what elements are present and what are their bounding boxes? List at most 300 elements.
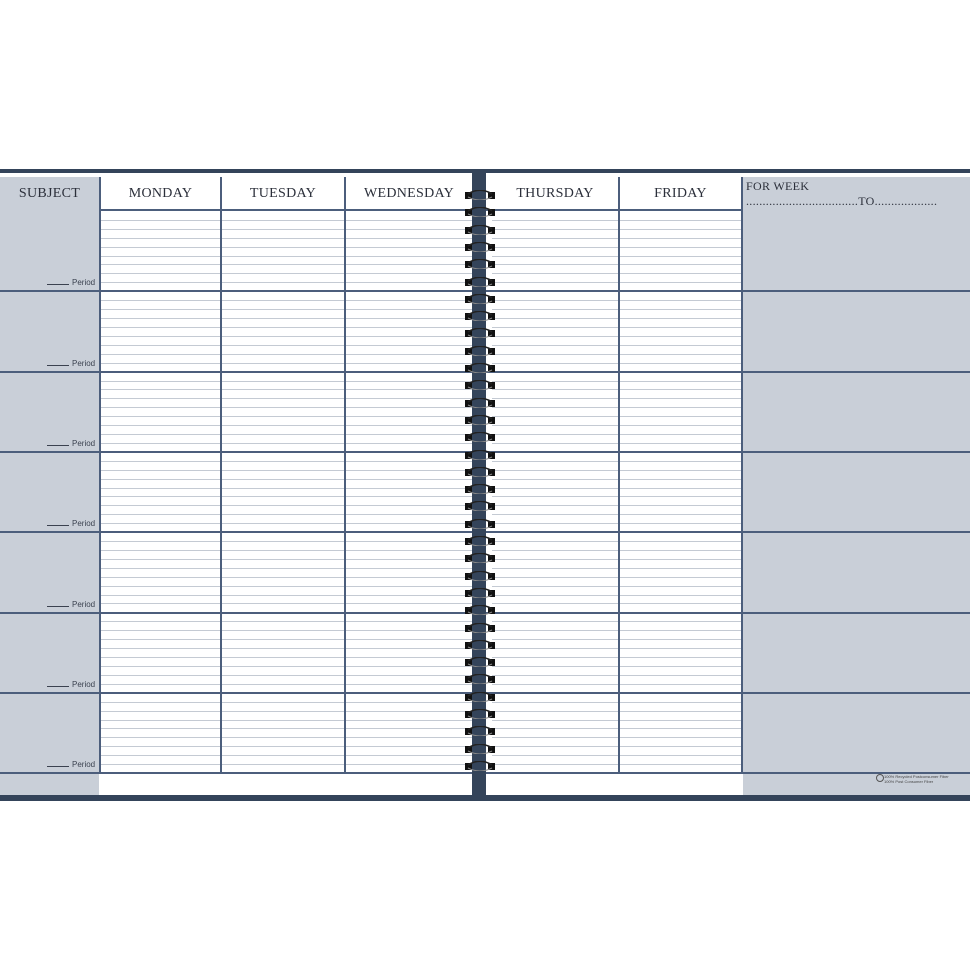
ruled-line: [101, 256, 220, 257]
ruled-line: [492, 639, 618, 640]
ruled-line: [492, 479, 618, 480]
ruled-line: [346, 363, 472, 364]
spiral-coil-icon: [460, 225, 500, 235]
period-text: Period: [72, 278, 96, 287]
spiral-coil-icon: [460, 657, 500, 667]
ruled-line: [492, 300, 618, 301]
ruled-line: [492, 577, 618, 578]
ruled-line: [620, 595, 741, 596]
spiral-coil-icon: [460, 519, 500, 529]
ruled-line: [620, 684, 741, 685]
ruled-line: [492, 434, 618, 435]
period-label: [47, 760, 95, 769]
ruled-line: [346, 220, 472, 221]
ruled-line: [101, 639, 220, 640]
spiral-coil-icon: [460, 242, 500, 252]
ruled-line: [492, 309, 618, 310]
ruled-line: [222, 434, 344, 435]
ruled-line: [346, 648, 472, 649]
ruled-line: [492, 684, 618, 685]
ruled-line: [101, 318, 220, 319]
spiral-coil-icon: [460, 190, 500, 200]
spiral-coil-icon: [460, 726, 500, 736]
ruled-line: [620, 764, 741, 765]
ruled-line: [101, 407, 220, 408]
ruled-line: [101, 461, 220, 462]
ruled-line: [222, 737, 344, 738]
ruled-line: [101, 309, 220, 310]
row-divider: [486, 531, 970, 533]
ruled-line: [492, 229, 618, 230]
ruled-line: [222, 238, 344, 239]
ruled-line: [620, 559, 741, 560]
ruled-line: [222, 639, 344, 640]
column-divider: [344, 177, 346, 773]
ruled-line: [222, 282, 344, 283]
ruled-line: [222, 559, 344, 560]
spiral-coil-icon: [460, 277, 500, 287]
ruled-line: [222, 541, 344, 542]
ruled-line: [346, 630, 472, 631]
ruled-line: [101, 728, 220, 729]
ruled-line: [492, 505, 618, 506]
spiral-coil-icon: [460, 553, 500, 563]
ruled-line: [101, 247, 220, 248]
ruled-line: [346, 416, 472, 417]
spiral-coil-icon: [460, 674, 500, 684]
ruled-line: [346, 300, 472, 301]
spiral-coil-icon: [460, 467, 500, 477]
ruled-line: [222, 746, 344, 747]
ruled-line: [492, 568, 618, 569]
ruled-line: [620, 336, 741, 337]
ruled-line: [101, 523, 220, 524]
ruled-line: [620, 443, 741, 444]
ruled-line: [222, 720, 344, 721]
ruled-line: [492, 345, 618, 346]
ruled-line: [222, 336, 344, 337]
ruled-line: [620, 220, 741, 221]
ruled-line: [346, 256, 472, 257]
ruled-line: [101, 434, 220, 435]
ruled-line: [222, 398, 344, 399]
ruled-line: [620, 523, 741, 524]
ruled-line: [346, 702, 472, 703]
ruled-line: [101, 381, 220, 382]
ruled-line: [101, 764, 220, 765]
ruled-line: [101, 443, 220, 444]
ruled-line: [620, 666, 741, 667]
ruled-line: [492, 461, 618, 462]
ruled-line: [620, 256, 741, 257]
ruled-line: [101, 300, 220, 301]
ruled-line: [492, 247, 618, 248]
ruled-line: [346, 496, 472, 497]
row-divider: [486, 451, 970, 453]
ruled-line: [222, 318, 344, 319]
ruled-line: [101, 282, 220, 283]
ruled-line: [620, 577, 741, 578]
ruled-line: [492, 282, 618, 283]
ruled-line: [101, 755, 220, 756]
ruled-line: [492, 746, 618, 747]
ruled-line: [222, 496, 344, 497]
ruled-line: [620, 479, 741, 480]
row-divider: [0, 692, 472, 694]
period-blank: [47, 606, 69, 607]
ruled-line: [620, 354, 741, 355]
ruled-line: [620, 318, 741, 319]
ruled-line: [620, 273, 741, 274]
ruled-line: [492, 443, 618, 444]
ruled-line: [222, 595, 344, 596]
ruled-line: [101, 666, 220, 667]
ruled-line: [346, 720, 472, 721]
ruled-line: [346, 568, 472, 569]
ruled-line: [101, 514, 220, 515]
spiral-coil-icon: [460, 450, 500, 460]
ruled-line: [346, 336, 472, 337]
ruled-line: [346, 746, 472, 747]
ruled-line: [222, 603, 344, 604]
ruled-line: [101, 577, 220, 578]
ruled-line: [620, 416, 741, 417]
ruled-line: [620, 728, 741, 729]
ruled-line: [346, 595, 472, 596]
ruled-line: [101, 720, 220, 721]
ruled-line: [620, 711, 741, 712]
spiral-coil-icon: [460, 484, 500, 494]
ruled-line: [101, 389, 220, 390]
ruled-line: [222, 407, 344, 408]
period-label: [47, 278, 95, 287]
spiral-coil-icon: [460, 588, 500, 598]
ruled-line: [620, 425, 741, 426]
ruled-line: [492, 470, 618, 471]
ruled-line: [492, 541, 618, 542]
ruled-line: [101, 327, 220, 328]
spiral-coil-icon: [460, 294, 500, 304]
ruled-line: [492, 256, 618, 257]
ruled-line: [346, 470, 472, 471]
ruled-line: [620, 381, 741, 382]
ruled-line: [492, 764, 618, 765]
ruled-line: [346, 479, 472, 480]
ruled-line: [492, 264, 618, 265]
ruled-line: [346, 461, 472, 462]
ruled-line: [346, 318, 472, 319]
ruled-line: [620, 389, 741, 390]
ruled-line: [346, 229, 472, 230]
ruled-line: [620, 603, 741, 604]
ruled-line: [101, 398, 220, 399]
ruled-line: [492, 666, 618, 667]
ruled-line: [492, 416, 618, 417]
ruled-line: [492, 603, 618, 604]
spiral-coil-icon: [460, 207, 500, 217]
ruled-line: [620, 309, 741, 310]
ruled-line: [101, 684, 220, 685]
spiral-coil-icon: [460, 571, 500, 581]
period-text: Period: [72, 519, 96, 528]
spiral-coil-icon: [460, 398, 500, 408]
ruled-line: [346, 559, 472, 560]
row-divider: [0, 531, 472, 533]
ruled-line: [620, 363, 741, 364]
ruled-line: [222, 443, 344, 444]
ruled-line: [346, 389, 472, 390]
ruled-line: [492, 318, 618, 319]
ruled-line: [222, 728, 344, 729]
ruled-line: [222, 755, 344, 756]
ruled-line: [222, 657, 344, 658]
ruled-line: [101, 586, 220, 587]
ruled-line: [346, 273, 472, 274]
ruled-line: [620, 238, 741, 239]
ruled-line: [222, 764, 344, 765]
ruled-line: [101, 416, 220, 417]
period-text: Period: [72, 760, 96, 769]
ruled-line: [492, 425, 618, 426]
ruled-line: [492, 728, 618, 729]
ruled-line: [620, 746, 741, 747]
ruled-line: [620, 398, 741, 399]
ruled-line: [620, 737, 741, 738]
ruled-line: [101, 264, 220, 265]
ruled-line: [101, 345, 220, 346]
ruled-line: [346, 523, 472, 524]
ruled-line: [620, 470, 741, 471]
ruled-line: [492, 737, 618, 738]
ruled-line: [620, 300, 741, 301]
ruled-line: [346, 577, 472, 578]
header-tuesday: TUESDAY: [249, 186, 317, 201]
ruled-line: [101, 657, 220, 658]
column-divider: [220, 177, 222, 773]
ruled-line: [620, 496, 741, 497]
ruled-line: [620, 755, 741, 756]
ruled-line: [101, 363, 220, 364]
period-text: Period: [72, 439, 96, 448]
spiral-coil-icon: [460, 501, 500, 511]
ruled-line: [222, 247, 344, 248]
period-blank: [47, 445, 69, 446]
ruled-line: [101, 702, 220, 703]
ruled-line: [492, 381, 618, 382]
ruled-line: [620, 434, 741, 435]
row-divider: [486, 290, 970, 292]
header-monday: MONDAY: [128, 186, 193, 201]
ruled-line: [492, 648, 618, 649]
ruled-line: [346, 737, 472, 738]
ruled-line: [101, 621, 220, 622]
ruled-line: [101, 470, 220, 471]
period-blank: [47, 284, 69, 285]
ruled-line: [222, 220, 344, 221]
ruled-line: [101, 273, 220, 274]
ruled-line: [620, 675, 741, 676]
ruled-line: [620, 586, 741, 587]
ruled-line: [492, 389, 618, 390]
recycled-footnote: [884, 774, 949, 784]
ruled-line: [492, 398, 618, 399]
ruled-line: [346, 247, 472, 248]
ruled-line: [620, 541, 741, 542]
ruled-line: [222, 505, 344, 506]
ruled-line: [222, 675, 344, 676]
ruled-line: [492, 327, 618, 328]
header-for-week: FOR WEEK ..................................TO...................: [743, 177, 970, 211]
ruled-line: [620, 247, 741, 248]
ruled-line: [222, 684, 344, 685]
ruled-line: [620, 505, 741, 506]
ruled-line: [346, 264, 472, 265]
spiral-coil-icon: [460, 709, 500, 719]
ruled-line: [492, 755, 618, 756]
spiral-coil-icon: [460, 623, 500, 633]
ruled-line: [222, 327, 344, 328]
ruled-line: [101, 559, 220, 560]
ruled-line: [222, 702, 344, 703]
period-label: [47, 600, 95, 609]
row-divider: [0, 772, 472, 774]
row-divider: [486, 692, 970, 694]
header-wednesday: WEDNESDAY: [363, 186, 455, 201]
ruled-line: [620, 282, 741, 283]
ruled-line: [101, 550, 220, 551]
ruled-line: [101, 746, 220, 747]
period-label: [47, 439, 95, 448]
ruled-line: [620, 327, 741, 328]
ruled-line: [620, 639, 741, 640]
subject-footer-shade: [0, 773, 99, 795]
ruled-line: [346, 238, 472, 239]
footnote-line-2: 100% Post Consumer Fiber: [884, 779, 934, 784]
ruled-line: [620, 621, 741, 622]
column-divider: [618, 177, 620, 773]
ruled-line: [222, 488, 344, 489]
ruled-line: [346, 603, 472, 604]
ruled-line: [222, 381, 344, 382]
ruled-line: [346, 550, 472, 551]
spiral-coil-icon: [460, 346, 500, 356]
ruled-line: [492, 354, 618, 355]
ruled-line: [620, 648, 741, 649]
ruled-line: [101, 336, 220, 337]
recycle-icon: [876, 774, 884, 782]
ruled-line: [492, 407, 618, 408]
ruled-line: [346, 327, 472, 328]
ruled-line: [492, 273, 618, 274]
ruled-line: [222, 461, 344, 462]
spiral-coil-icon: [460, 328, 500, 338]
ruled-line: [620, 461, 741, 462]
ruled-line: [346, 407, 472, 408]
ruled-line: [492, 514, 618, 515]
ruled-line: [346, 309, 472, 310]
ruled-line: [492, 559, 618, 560]
ruled-line: [101, 595, 220, 596]
week-notes-column: [743, 211, 970, 773]
ruled-line: [222, 630, 344, 631]
ruled-line: [492, 675, 618, 676]
ruled-line: [101, 711, 220, 712]
row-divider: [0, 290, 472, 292]
ruled-line: [222, 363, 344, 364]
ruled-line: [101, 603, 220, 604]
spiral-coil-icon: [460, 640, 500, 650]
ruled-line: [492, 657, 618, 658]
row-divider: [0, 451, 472, 453]
ruled-line: [222, 354, 344, 355]
ruled-line: [101, 425, 220, 426]
spiral-coil-icon: [460, 432, 500, 442]
ruled-line: [492, 523, 618, 524]
ruled-line: [346, 488, 472, 489]
row-divider: [0, 612, 472, 614]
ruled-line: [222, 523, 344, 524]
ruled-line: [222, 345, 344, 346]
ruled-line: [620, 568, 741, 569]
ruled-line: [620, 264, 741, 265]
ruled-line: [620, 630, 741, 631]
ruled-line: [492, 711, 618, 712]
ruled-line: [620, 514, 741, 515]
ruled-line: [346, 728, 472, 729]
ruled-line: [620, 345, 741, 346]
ruled-line: [346, 639, 472, 640]
ruled-line: [346, 657, 472, 658]
spiral-coil-icon: [460, 259, 500, 269]
period-label: [47, 519, 95, 528]
ruled-line: [222, 309, 344, 310]
ruled-line: [222, 586, 344, 587]
ruled-line: [346, 398, 472, 399]
ruled-line: [101, 479, 220, 480]
spiral-coil-icon: [460, 744, 500, 754]
column-divider: [741, 177, 743, 773]
spiral-coil-icon: [460, 536, 500, 546]
ruled-line: [346, 684, 472, 685]
ruled-line: [346, 282, 472, 283]
column-divider: [99, 177, 101, 773]
ruled-line: [492, 702, 618, 703]
ruled-line: [492, 621, 618, 622]
ruled-line: [101, 648, 220, 649]
ruled-line: [492, 550, 618, 551]
ruled-line: [222, 300, 344, 301]
ruled-line: [620, 550, 741, 551]
ruled-line: [222, 425, 344, 426]
ruled-line: [620, 407, 741, 408]
ruled-line: [492, 720, 618, 721]
ruled-line: [346, 541, 472, 542]
ruled-line: [222, 256, 344, 257]
ruled-line: [620, 702, 741, 703]
ruled-line: [346, 345, 472, 346]
ruled-line: [222, 273, 344, 274]
header-subject: SUBJECT: [0, 177, 99, 211]
ruled-line: [101, 568, 220, 569]
ruled-line: [101, 229, 220, 230]
period-text: Period: [72, 680, 96, 689]
ruled-line: [101, 220, 220, 221]
ruled-line: [492, 630, 618, 631]
period-blank: [47, 525, 69, 526]
period-blank: [47, 766, 69, 767]
spiral-coil-icon: [460, 363, 500, 373]
ruled-line: [492, 238, 618, 239]
